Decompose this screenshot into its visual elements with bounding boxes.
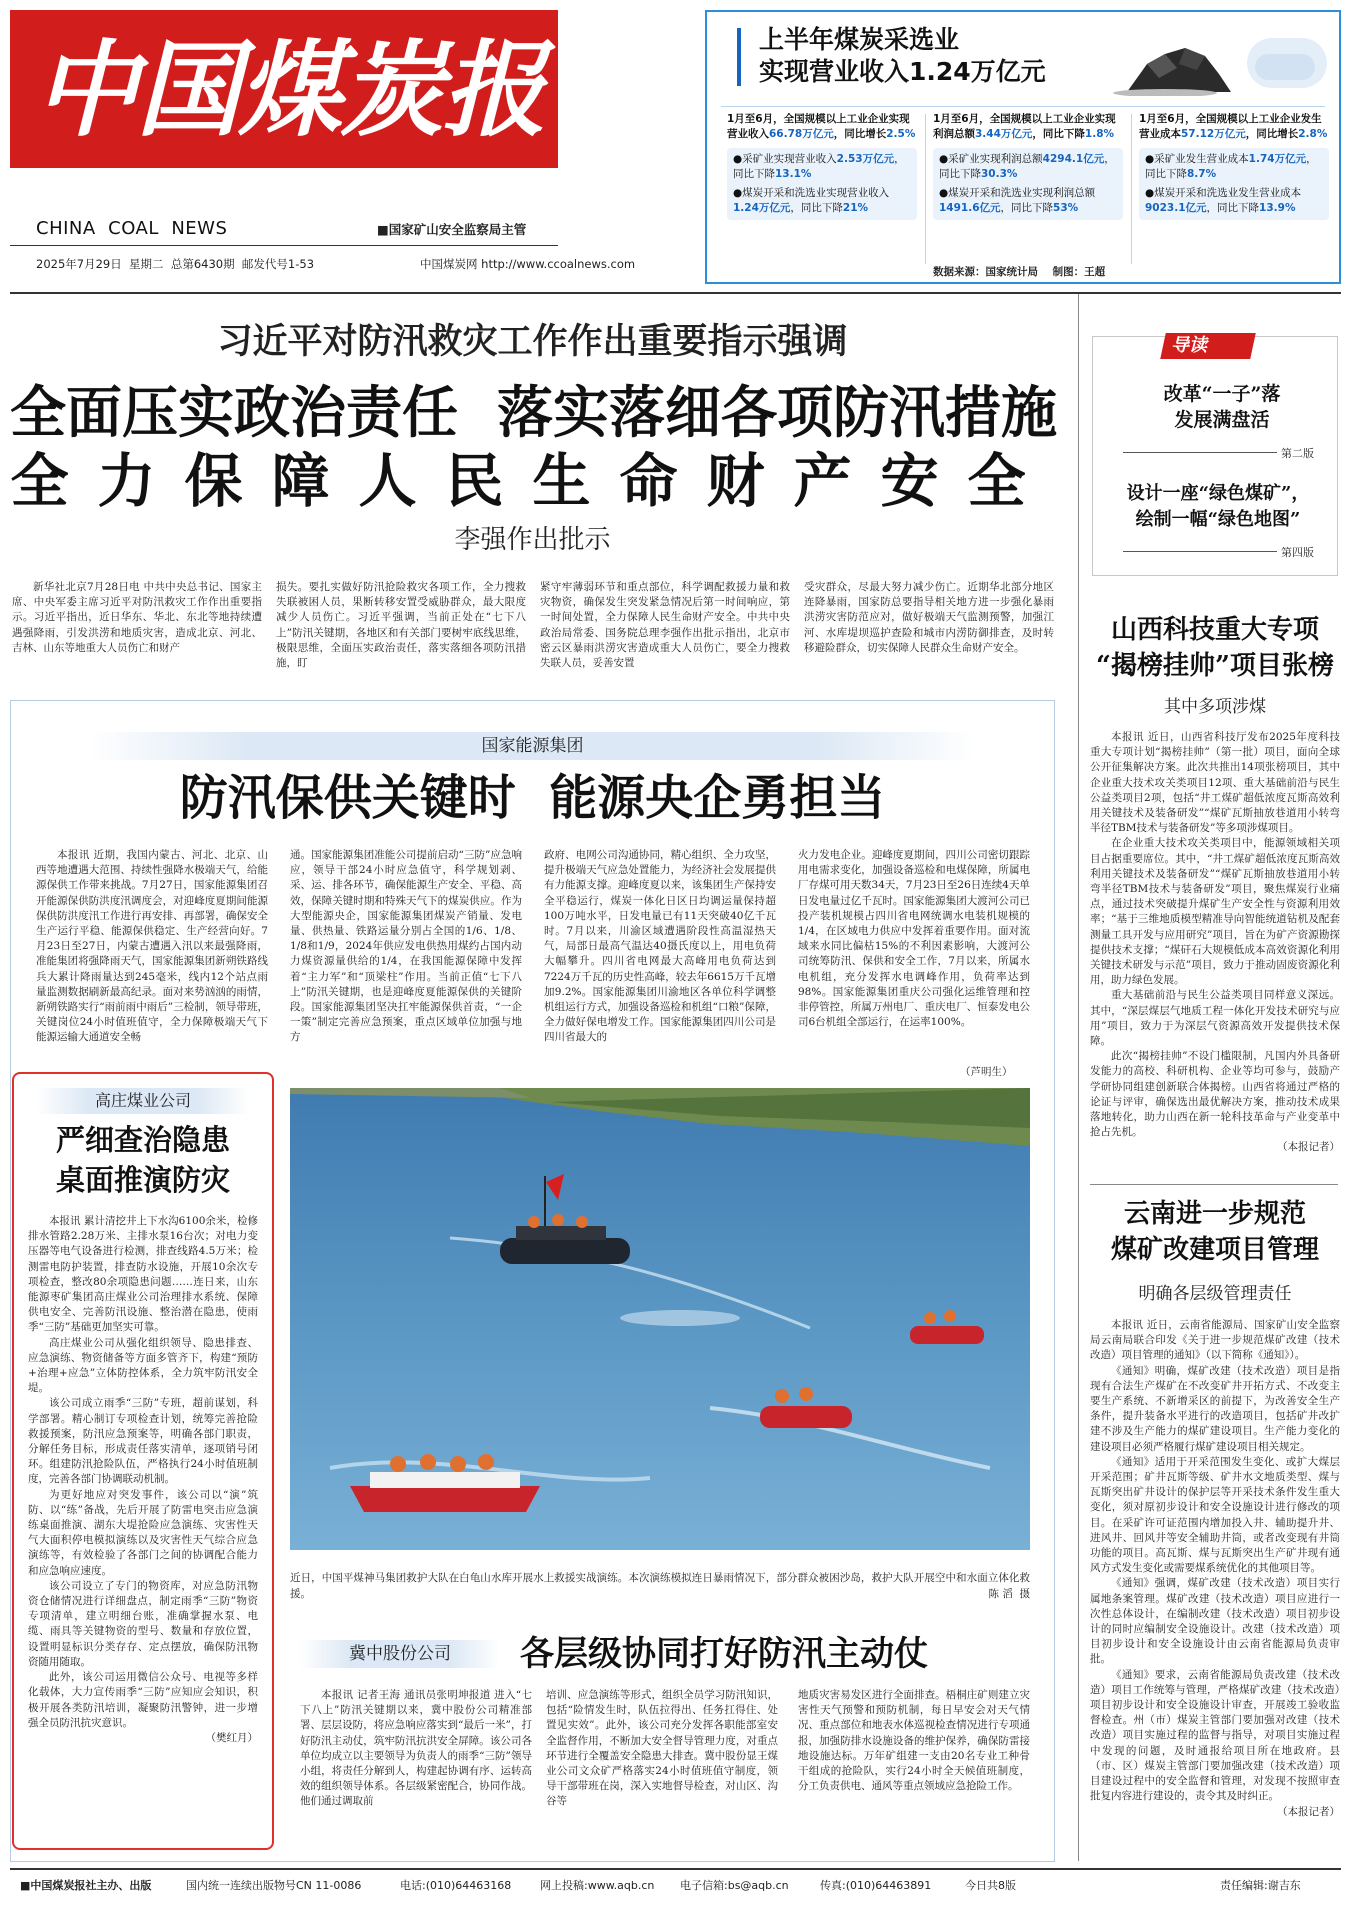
infobox-column-1: 1月至6月，全国规模以上工业企业实现营业收入66.78万亿元，同比增长2.5% ●采矿业实现营业收入2.53万亿元，同比下降13.1% ●煤炭开采和洗选业实现营业收入1.24万亿元，同比下降21% [727, 112, 917, 220]
lead-article-col-2: 损失。要扎实做好防汛抢险救灾各项工作，全力搜救失联被困人员，果断转移安置受威胁群众，最大限度减少人员伤亡。习近平强调，当前正处在“七下八上”防汛关键期，各地区和有关部门要树牢底线思维，极限思维，全面压实政治责任，落实落细各项防汛措施，盯 [276, 581, 526, 670]
energy-col-1: 本报讯 近期，我国内蒙古、河北、北京、山西等地遭遇大范围、持续性强降水极端天气，给能源保供工作带来挑战。7月27日，国家能源集团召开能源保供防洪度汛调度会，对迎峰度夏期间能源保供防洪度汛工作进行再安排、再部署，确保安全生产运行平稳、能源保供稳定、生产经营向好。7月23日至27日，内蒙古遭遇入汛以来最强降雨，准能集团将强降雨天气，国家能源集团新朔铁路线兵大累计降雨量达到245毫米，线内12个站点雨量监测数据刷新最高纪录。面对来势汹汹的雨情，新朔铁路实行“雨前雨中雨后”三检制，领导带班，关键岗位24小时值班值守，全力保障极端天气下能源运输大通道安全畅 [36, 849, 268, 1044]
lead-article-col-3: 紧守牢薄弱环节和重点部位，科学调配救援力量和救灾物资，确保发生突发紧急情况后第一时间响应，第一时间处置，全力保障人民生命财产安全。中共中央政治局常委、国务院总理李强作出批示指出，北京市密云区暴雨洪涝灾害造成重大人员伤亡，要全力搜救失联人员，妥善安置 [540, 581, 790, 670]
shanxi-subtitle: 其中多项涉煤 [1164, 697, 1266, 717]
coal-pile-illustration [1107, 34, 1237, 96]
headline-subtitle: 李强作出批示 [454, 525, 611, 555]
gaozhuang-kicker: 高庄煤业公司 [94, 1091, 191, 1110]
footer-pages: 今日共8版 [965, 1879, 1016, 1892]
guide-item-1-title[interactable]: 改革“一子”落 发展满盘活 [1163, 383, 1281, 431]
shanxi-article: 本报讯 近日，山西省科技厅发布2025年度科技重大专项计划“揭榜挂帅”（第一批）项目，面向全球公开征集解决方案。此次共推出14项张榜项目，其中企业重大技术攻关类项目12项、重大基础前沿与民生公益类项目2项，包括“井工煤矿超低浓度瓦斯高效利用关键技术及装备研发”“煤矿瓦斯抽放巷道用小转弯半径TBM技术与装备研发”等多项涉煤项目。 在企业重大技术攻关类项目中，能源领域相关项目占据重要席位。其中，“井工煤矿超低浓度瓦斯高效利用关键技术及装备研发”“煤矿瓦斯抽放巷道用小转弯半径TBM技术与装备研发”项目，聚焦煤炭行业痛点，通过技术突破提升煤矿生产安全性与资源利用效率；“基于三维地质模型精准导向智能统道钻机及配套测量工具开发与应用研究”项目，旨在为矿产资源勘探提供技术支撑；“煤矸石大规模低成本高效资源化利用关键技术研发与示范”项目，致力于推动固废资源化利用，助力绿色发展。 重大基础前沿与民生公益类项目同样意义深远。其中，“深层煤层气地质工程一体化开发技术研究与应用”项目，致力于为深层气资源高效开发提供技术保障。 此次“揭榜挂帅”不设门槛限制，凡国内外具备研发能力的高校、科研机构、企业等均可参与，鼓励产学研协同组建创新联合体揭榜。山西省将通过严格的论证与评审，确保选出最优解决方案，推动技术成果落地转化，助力山西在新一轮科技革命与产业变革中抢占先机。 （本报记者） [1090, 731, 1340, 1154]
english-title: CHINA COAL NEWS [36, 218, 228, 239]
footer-editor: 责任编辑:谢吉东 [1220, 1879, 1301, 1892]
jizhong-title: 各层级协同打好防汛主动仗 [520, 1634, 928, 1674]
headline-line-1: 全面压实政治责任 落实落细各项防汛措施 [10, 381, 1057, 446]
energy-col-2: 通。国家能源集团准能公司提前启动“三防”应急响应，领导干部24小时应急值守，科学规划剥、采、运、排各环节，确保能源生产安全、平稳、高效，保障关键时期和特殊天气下的煤炭供应。作为大型能源央企，国家能源集团煤炭产销量、发电量、供热量、铁路运量分别占全国的1/6、1/8、1/8和1/9，2024年供应发电供热用煤约占国内动力煤资源量供给的1/4，在我国能源保障中发挥着“主力军”和“顶梁柱”作用。当前正值“七下八上”防汛关键期，也是迎峰度夏能源保供的关键阶段。国家能源集团坚决扛牢能源保供首责，“一企一策”制定完善应急预案，重点区域单位加强与地方 [290, 849, 522, 1044]
jizhong-kicker: 冀中股份公司 [349, 1644, 451, 1664]
energy-byline: （芦明生） [960, 1066, 1013, 1078]
yunnan-title: 云南进一步规范 煤矿改建项目管理 [1110, 1199, 1319, 1265]
newspaper-title: 中国煤炭报 [34, 28, 545, 151]
masthead-banner [10, 10, 558, 168]
lead-article-col-4: 受灾群众，尽最大努力减少伤亡。近期华北部分地区连降暴雨，国家防总要指导相关地方进一步强化暴雨洪涝灾害防范应对，做好极端天气监测预警，加强江河、水库堤坝巡护查险和城市内涝防御排查，及时转移避险群众，切实保障人民群众生命财产安全。 [804, 581, 1054, 654]
stats-infobox [705, 10, 1341, 284]
rescue-drill-photo [290, 1088, 1030, 1550]
jizhong-col-2: 培训、应急演练等形式，组织全员学习防汛知识，包括“险情发生时，队伍拉得出、任务扛得住、处置见实效”。此外，该公司充分发挥各职能部室安全监督作用，不断加大安全督导管理力度，对重点环节进行全覆盖安全隐患大排查。冀中股份显王煤业公司文众矿严格落实24小时值班值守制度，领导干部带班在岗，深入实地督导检查，对山区、沟谷等 [546, 1689, 778, 1808]
energy-kicker: 国家能源集团 [481, 736, 584, 756]
energy-col-3: 政府、电网公司沟通协同，精心组织、全力攻坚，提升极端天气应急处置能力，为经济社会发展提供有力能源支撑。迎峰度夏以来，该集团生产保持安全平稳运行，煤炭一体化日区日均调运量保持超100万吨水平，日发电量已有11天突破40亿千瓦时。7月以来，川渝区域遭遇阶段性高温湿热天气，局部日最高气温达40摄氏度以上，用电负荷大幅攀升。四川省电网最大高峰用电负荷达到7224万千瓦的历史性高峰，较去年6615万千瓦增加9.2%。国家能源集团川渝地区各单位科学调整机组运行方式，加强设备巡检和机组“口粮”保障，全力做好保电增发工作。国家能源集团四川公司是四川省最大的 [544, 849, 776, 1044]
footer-web[interactable]: 网上投稿:www.aqb.cn [540, 1879, 655, 1892]
guide-item-1-page: 第二版 [1281, 447, 1314, 460]
yunnan-subtitle: 明确各层级管理责任 [1138, 1284, 1292, 1304]
infobox-title-2: 实现营业收入1.24万亿元 [759, 57, 1046, 86]
infobox-column-2: 1月至6月，全国规模以上工业企业实现利润总额3.44万亿元，同比下降1.8% ●采矿业实现利润总额4294.1亿元，同比下降30.3% ●煤炭开采和洗选业实现利润总额1491.6亿元，同比下降53% [933, 112, 1123, 220]
authority-line: ■国家矿山安全监察局主管 [377, 222, 527, 237]
gaozhuang-title: 严细查治隐患 桌面推演防灾 [55, 1123, 230, 1197]
infobox-title-1: 上半年煤炭采选业 [759, 25, 960, 54]
footer-fax: 传真:(010)64463891 [820, 1879, 932, 1892]
guide-item-2-page: 第四版 [1281, 546, 1314, 559]
guide-item-2-title[interactable]: 设计一座“绿色煤矿”， 绘制一幅“绿色地图” [1126, 483, 1310, 530]
headline-line-2: 全力保障人民生命财产安全 [10, 447, 1055, 515]
footer-phone: 电话:(010)64463168 [400, 1879, 512, 1892]
gaozhuang-article: 本报讯 累计清挖井上下水沟6100余米，检修排水管路2.28万米、主排水泵16台次；对电力变压器等电气设备进行检测，排查线路4.5万米；检测雷电防护装置，排查防水设施，开展10余次专项检查，整改80余项隐患问题……连日来，山东能源枣矿集团高庄煤业公司治理排水系统、保障供电安全、完善防汛设施、整治潜在隐患，使雨季“三防”基础更加坚实可靠。 高庄煤业公司从强化组织领导、隐患排查、应急演练、物资储备等方面多管齐下，构建“预防+治理+应急”立体防控体系，全力筑牢防汛安全堤。 该公司成立雨季“三防”专班，超前谋划，科学部署。精心制订专项检查计划，统筹完善抢险救援预案，防汛应急预案等，明确各部门职责，分解任务目标，形成责任落实清单，逐项销号闭环。组建防汛抢险队伍，严格执行24小时值班制度，完善各部门协调联动机制。 为更好地应对突发事件，该公司以“演”筑防、以“练”备战，先后开展了防雷电突击应急演练桌面推演、湖东大堤抢险应急演练、灾害性天气大面积停电模拟演练以及灾害性天气综合应急演练等，有效检验了各部门之间的协调配合能力和应急响应速度。 该公司设立了专门的物资库，对应急防汛物资仓储情况进行详细盘点，制定雨季“三防”物资专项清单，建立明细台账，准确掌握水泵、电缆、雨具等关键物资的型号、数量和存放位置，设置明显标识分类存存、定点摆放，确保防汛物资随用随取。 此外，该公司运用微信公众号、电视等多样化载体，大力宣传雨季“三防”应知应会知识，积极开展各类防汛培训，凝聚防汛警钟，进一步增强全员防汛抗灾意识。 （樊红月） [28, 1215, 258, 1744]
guide-badge-text: 导读 [1171, 335, 1207, 356]
infobox-source: 数据来源：国家统计局 制图：王超 [933, 266, 1106, 278]
jizhong-col-3: 地质灾害易发区进行全面排查。梧桐庄矿则建立灾害性天气预警和预防机制，每日早安会对天气情况、重点部位和地表水体巡视检查情况进行专项通报，加强防排水设施设备的维护保养，确保防雷接地设施达标。万年矿组建一支由20名专业工种骨干组成的抢险队，实行24小时全天候值班制度，分工负责供电、通风等重点领域应急抢险工作。 [798, 1689, 1030, 1793]
energy-title: 防汛保供关键时 能源央企勇担当 [179, 770, 886, 826]
footer-cn: 国内统一连续出版物号CN 11-0086 [186, 1879, 362, 1892]
date-line: 2025年7月29日 星期二 总第6430期 邮发代号1-53 [36, 257, 315, 271]
footer-bar [10, 1876, 1341, 1896]
yunnan-article: 本报讯 近日，云南省能源局、国家矿山安全监察局云南局联合印发《关于进一步规范煤矿改建（技术改造）项目管理的通知》（以下简称《通知》）。 《通知》明确，煤矿改建（技术改造）项目是指现有合法生产煤矿在不改变矿井开拓方式、不改变主要生产系统、不新增采区的前提下，为改善安全生产条件，提升装备水平进行的改造项目，包括矿井改扩建不涉及生产能力的煤矿建设项目。生产能力变化的建设项目必须严格履行煤矿建设项目相关规定。 《通知》适用于开采范围发生变化、或扩大煤层开采范围；矿井瓦斯等级、矿井水文地质类型、煤与瓦斯突出矿井设计的保护层等开采技术条件发生重大变化，须对原初步设计和安全设施设计进行修改的项目。在采矿许可证范围内增加投入井、辅助提升井、进风井、回风井等安全辅助井筒，或者改变现有井筒功能的项目。高瓦斯、煤与瓦斯突出生产矿井现有通风方式发生变化或需要煤系统优化的其他项目等。 《通知》强调，煤矿改建（技术改造）项目实行属地条案管理。煤矿改建（技术改造）项目应进行一次性总体设计，在编制改建（技术改造）项目初步设计的同时应编制安全设施设计。改建（技术改造）项目初步设计和安全设施设计由云南省能源局负责审批。 《通知》要求，云南省能源局负责改建（技术改造）项目工作统筹与管理，严格煤矿改建（技术改造）项目初步设计和安全设施设计审查，开展竣工验收监督检查。州（市）煤炭主管部门要加强对改建（技术改造）项目实施过程的监督与指导，对项目实施过程中发现的问题，及时通报给项目所在地政府。县（市、区）煤炭主管部门要加强改建（技术改造）项目建设过程中的安全监督和管理，对发现不按照审查批复内容进行建设的，责令其及时纠正。 （本报记者） [1090, 1319, 1340, 1818]
website-link[interactable]: 中国煤炭网 http://www.ccoalnews.com [420, 257, 636, 271]
infobox-column-3: 1月至6月，全国规模以上工业企业发生营业成本57.12万亿元，同比增长2.8% ●采矿业发生营业成本1.74万亿元，同比下降8.7% ●煤炭开采和洗选业发生营业成本9023.1亿元，同比下降13.9% [1139, 112, 1329, 220]
lead-article-col-1: 新华社北京7月28日电 中共中央总书记、国家主席、中央军委主席习近平对防汛救灾工作作出重要指示。习近平指出，近日华东、华北、东北等地持续遭遇强降雨，引发洪涝和地质灾害，造成北京、河北、吉林、山东等地重大人员伤亡和财产 [12, 581, 262, 654]
photo-caption: 近日，中国平煤神马集团救护大队在白龟山水库开展水上救援实战演练。本次演练模拟连日暴雨情况下，部分群众被困沙岛，救护大队开展空中和水面立体化救援。 陈 滔 摄 [290, 1572, 1030, 1600]
footer-publisher: ■中国煤炭报社主办、出版 [20, 1879, 152, 1892]
energy-col-4: 火力发电企业。迎峰度夏期间，四川公司密切跟踪用电需求变化，加强设备巡检和电煤保障，所属电厂存煤可用天数34天，7月23日至26日连续4天单日发电量过亿千瓦时。国家能源集团大渡河公司已投产装机规模占四川省电网统调水电装机规模的1/4，在区域电力供应中发挥着重要作用。面对流域来水同比偏枯15%的不利因素影响，大渡河公司统筹防汛、保供和安全工作，7月以来，所属水电机组，充分发挥水电调峰作用，负荷率达到98%。国家能源集团重庆公司强化运维管理和控非停管控，所属万州电厂、重庆电厂、恒泰发电公司6台机组全部运行，在运率100%。 [798, 849, 1030, 1029]
footer-email[interactable]: 电子信箱:bs@aqb.cn [680, 1879, 789, 1892]
headline-kicker: 习近平对防汛救灾工作作出重要指示强调 [217, 322, 848, 362]
guide-box [1092, 336, 1338, 576]
shanxi-title: 山西科技重大专项 “揭榜挂帅”项目张榜 [1096, 615, 1334, 681]
jizhong-col-1: 本报讯 记者王海 通讯员张明坤报道 进入“七下八上”防汛关键期以来，冀中股份公司精准部署、层层设防，将应急响应落实到“最后一米”，打好防汛主动仗，筑牢防汛抗洪安全屏障。该公司各单位均成立以主要领导为负责人的雨季“三防”领导小组，将责任分解到人，构建起协调有序、运转高效的组织领导体系。各层级紧密配合，协同作战。他们通过调取前 [300, 1689, 532, 1808]
